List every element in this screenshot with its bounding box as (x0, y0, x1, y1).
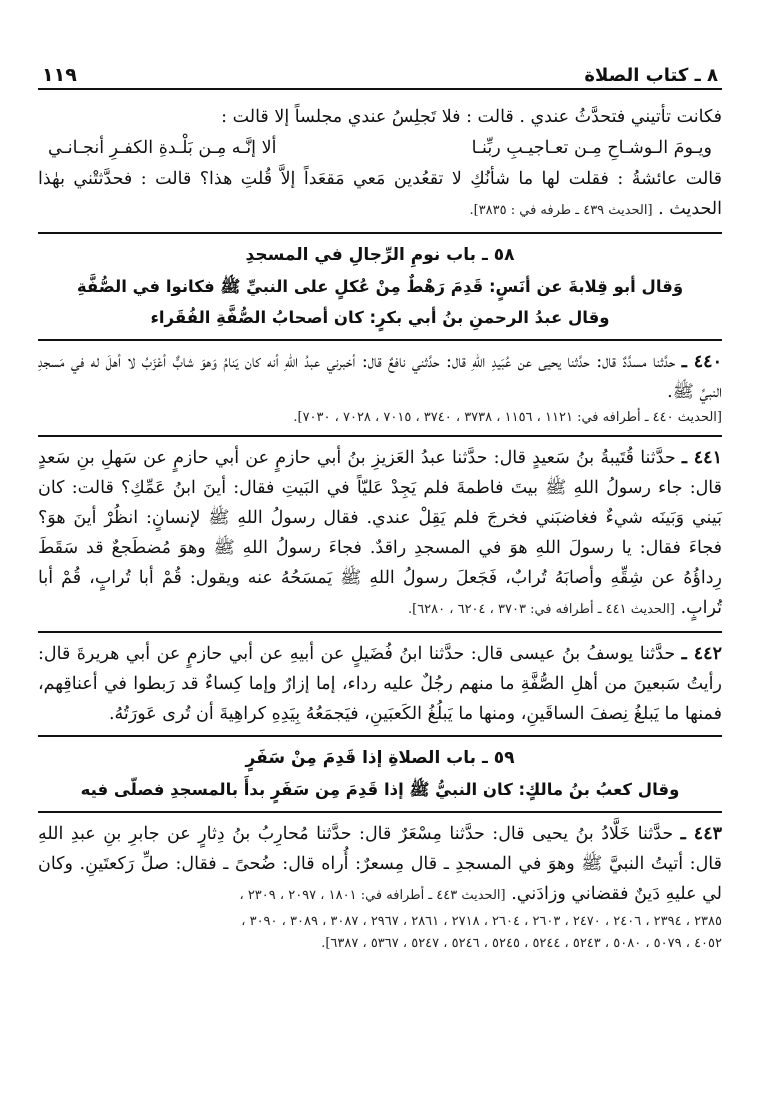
hadith-reference: [الحديث ٤٤٣ ـ أطرافه في: ١٨٠١ ، ٢٠٩٧ ، ٢٣٠٩ ، (239, 888, 506, 903)
chapter-subtitle: وقال عبدُ الرحمنِ بنُ أبي بكرٍ: كان أصحابُ الصُّفَّةِ الفُقَراء (150, 308, 610, 327)
divider (38, 435, 722, 437)
page-number: ١١٩ (42, 64, 77, 86)
document-page (38, 60, 722, 1060)
poem-verse (38, 132, 722, 164)
hadith-reference: [الحديث ٤٣٩ ـ طرفه في : ٣٨٣٥]. (469, 203, 653, 218)
hadith-reference: [الحديث ٤٤٠ ـ أطرافه في: ١١٢١ ، ١١٥٦ ، ٣٧٣٨ ، ٣٧٤٠ ، ٧٠١٥ ، ٧٠٢٨ ، ٧٠٣٠]. (293, 410, 722, 425)
hadith-number: ٤٤٠ ـ (681, 352, 722, 372)
hadith-number: ٤٤١ ـ (681, 448, 722, 468)
running-title: ٨ ـ كتاب الصلاة (584, 65, 718, 86)
page-header (38, 60, 722, 90)
hadith-number: ٤٤٣ ـ (680, 824, 722, 844)
hadith-reference-line: ٤٠٥٢ ، ٥٠٧٩ ، ٥٠٨٠ ، ٥٢٤٣ ، ٥٢٤٤ ، ٥٢٤٥ ، ٥٢٤٦ ، ٥٢٤٧ ، ٥٣٦٧ ، ٦٣٨٧]. (321, 936, 722, 951)
hadith-number: ٤٤٢ ـ (681, 644, 722, 664)
paragraph (38, 164, 722, 226)
poem-hemistich-left: ألا إنَّـه مِـن بَلْـدةِ الكفـرِ أنجـانـي (48, 138, 277, 158)
hadith-reference: [الحديث ٤٤١ ـ أطرافه في: ٣٧٠٣ ، ٦٢٠٤ ، ٦٢٨٠]. (407, 602, 675, 617)
hadith-text: حدَّثنا مسدَّدٌ قال: حدَّثنا يحيى عن عُبَيدِ اللهِ قال: حدَّثني نافعٌ قال: أخبرني عبدُ اللهِ أنه كان يَنامُ وَهوَ شابٌّ أعْزَبُ لا أهلَ له في مَسجدِ النبيِّ ﷺ. (38, 352, 722, 402)
divider (38, 811, 722, 813)
hadith-441 (38, 443, 722, 625)
hadith-text: حدَّثنا يوسفُ بنُ عيسى قال: حدَّثنا ابنُ فُضَيلٍ عن أبيهِ عن أبي حازمٍ عن أبي هريرةَ قال: رأيتُ سَبعينَ من أهلِ الصُّفَّةِ ما منهم رجُلٌ عليه رداء، إما إزارٌ وإما كِساءٌ قد رَبطوا في أعناقِهم، فمنها ما يَبلغُ نِصفَ الساقَينِ، ومنها ما يَبلُغُ الكَعبَينِ، فيَجمَعُهُ بِيَدِهِ كراهِيةَ أن تُرى عَورَتُهُ. (38, 644, 722, 724)
hadith-440 (38, 347, 722, 407)
hadith-text: حدَّثنا قُتَيبةُ بنُ سَعيدٍ قال: حدَّثنا عبدُ العَزيزِ بنُ أبي حازمٍ عن أبي حازمٍ عن سَهلِ بنِ سَعدٍ قال: جاء رسولُ اللهِ ﷺ بيتَ فاطمةَ فلم يَجِدْ عَليّاً في البَيتِ فقال: أينَ ابنُ عَمِّكِ؟ قالت: كان بَيني وَبَينَه شيءٌ فغاضبَني فخرجَ فلم يَقِلْ عندي. فقال رسولُ اللهِ ﷺ لإنسانٍ: انظُرْ أينَ هوَ؟ فجاءَ فقال: يا رسولَ اللهِ هوَ في المسجدِ راقدٌ. فجاءَ رسولُ اللهِ ﷺ وهوَ مُضطَجعٌ قد سَقَطَ رِداؤُهُ عن شِقِّهِ وأصابَهُ تُرابٌ، فَجَعلَ رسولُ اللهِ ﷺ يَمسَحُهُ عنه ويقول: قُمْ أبا تُرابٍ، قُمْ أبا تُرابٍ. (38, 448, 722, 618)
chapter-title: ٥٩ ـ باب الصلاةِ إذا قَدِمَ مِنْ سَفَرٍ (245, 748, 515, 768)
paragraph-text: قالت عائشةُ : فقلت لها ما شأنُكِ لا تقعُدين مَعي مَقعَداً إلاَّ قُلتِ هذا؟ قالت : فحدَّثتْني بهٰذا الحديث . (38, 169, 722, 219)
hadith-text: حدَّثنا خَلَّادُ بنُ يحيى قال: حدَّثنا مِسْعَرٌ قال: حدَّثنا مُحارِبُ بنُ دِثارٍ عن جابرِ بنِ عبدِ اللهِ قال: أتيتُ النبيَّ ﷺ وهوَ في المسجدِ ـ قال مِسعرٌ: أُراه قال: ضُحىً ـ فقال: صلِّ رَكعتَينِ. وكان لي عليهِ دَينٌ فقضاني وزادَني. (38, 824, 722, 904)
chapter-title: ٥٨ ـ باب نومِ الرِّجالِ في المسجدِ (245, 245, 515, 265)
hadith-reference-line: ٢٣٨٥ ، ٢٣٩٤ ، ٢٤٠٦ ، ٢٤٧٠ ، ٢٦٠٣ ، ٢٦٠٤ ، ٢٧١٨ ، ٢٨٦١ ، ٢٩٦٧ ، ٣٠٨٧ ، ٣٠٨٩ ، ٣٠٩٠ ، (241, 914, 722, 929)
divider (38, 339, 722, 341)
divider (38, 232, 722, 234)
poem-hemistich-right: ويـومَ الـوشـاحِ مِـن تعـاجيـبِ ربِّنـا (471, 138, 712, 158)
page-body (38, 102, 722, 955)
hadith-442 (38, 639, 722, 729)
paragraph: فكانت تأتيني فتحدَّثُ عندي . قالت : فلا تَجلِسُ عندي مجلساً إلا قالت : (221, 107, 722, 127)
chapter-subtitle: وَقال أبو قِلابةَ عن أنَسٍ: قَدِمَ رَهْطٌ مِنْ عُكلٍ على النبيِّ ﷺ فكانوا في الصُّفَّةِ (76, 277, 684, 296)
divider (38, 735, 722, 737)
divider (38, 631, 722, 633)
chapter-subtitle: وقال كعبُ بنُ مالكٍ: كان النبيُّ ﷺ إذا قَدِمَ مِن سَفَرٍ بدأَ بالمسجدِ فصلّى فيه (80, 780, 680, 799)
hadith-443 (38, 819, 722, 911)
